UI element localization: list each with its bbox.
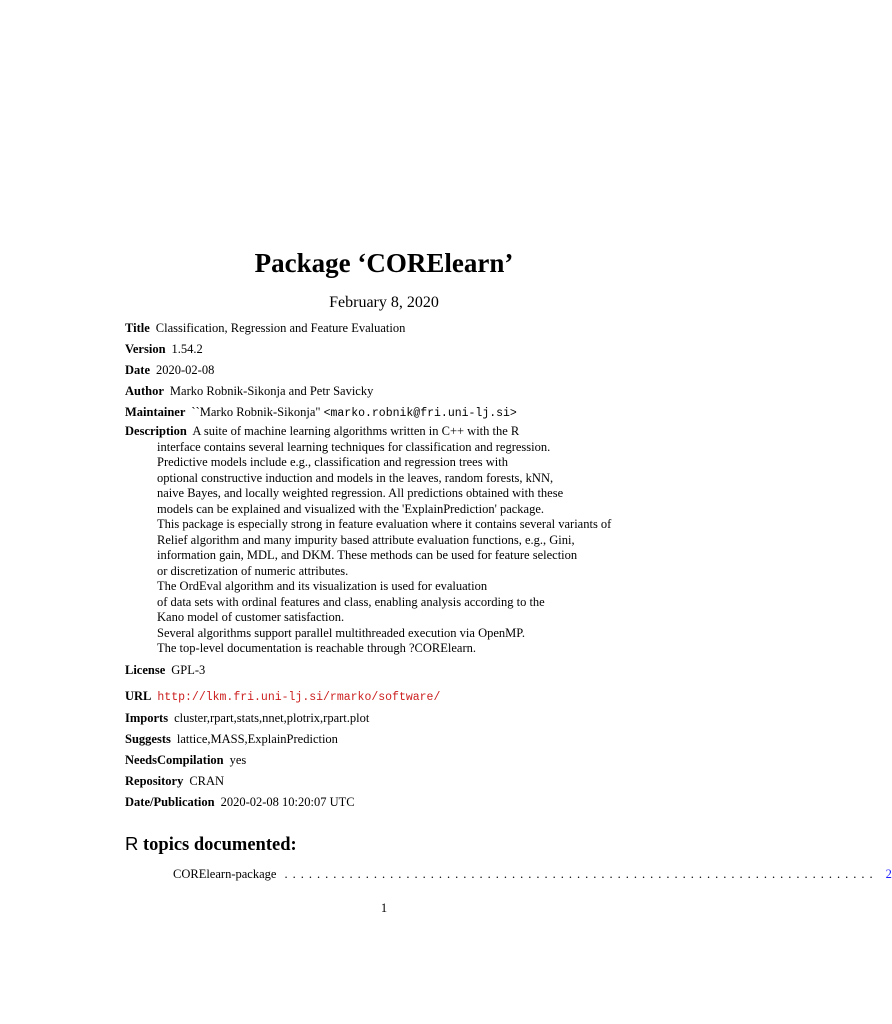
field-key: Suggests xyxy=(125,732,171,746)
field-key: NeedsCompilation xyxy=(125,753,224,767)
maintainer-email[interactable]: <marko.robnik@fri.uni-lj.si> xyxy=(323,407,517,420)
toc-entry[interactable] xyxy=(173,867,892,882)
description-line-first xyxy=(125,424,611,440)
field-value: GPL-3 xyxy=(171,663,206,677)
field-key: Imports xyxy=(125,711,169,725)
field-value: 1.54.2 xyxy=(171,342,203,356)
page-number: 1 xyxy=(380,901,388,915)
description-line: Predictive models include e.g., classification and regression trees with xyxy=(157,455,508,469)
toc-entry-page-link[interactable]: 2 xyxy=(885,867,892,881)
section-heading xyxy=(125,833,297,856)
field-key: Title xyxy=(125,321,150,335)
description-line: or discretization of numeric attributes. xyxy=(157,563,349,578)
field-repository xyxy=(125,773,224,789)
field-value: CRAN xyxy=(189,774,225,788)
field-imports xyxy=(125,710,369,726)
field-author xyxy=(125,383,373,399)
description-text: A suite of machine learning algorithms written in C++ with the R xyxy=(192,424,520,438)
field-key: Description xyxy=(125,424,187,438)
field-maintainer xyxy=(125,404,517,422)
field-value: yes xyxy=(229,753,247,767)
field-title xyxy=(125,320,405,336)
description-line: of data sets with ordinal features and class, enabling analysis according to the xyxy=(157,594,545,609)
field-key: Maintainer xyxy=(125,405,186,419)
field-value: 2020-02-08 10:20:07 UTC xyxy=(220,795,355,809)
description-line: The OrdEval algorithm and its visualization is used for evaluation xyxy=(157,579,488,593)
field-key: URL xyxy=(125,689,152,703)
maintainer-name: ``Marko Robnik-Sikonja" xyxy=(191,405,321,419)
toc-entry-label[interactable]: CORElearn-package xyxy=(173,867,277,881)
field-key: Repository xyxy=(125,774,184,788)
field-version xyxy=(125,341,203,357)
field-value: Classification, Regression and Feature Evaluation xyxy=(155,321,406,335)
description-line: The top-level documentation is reachable through ?CORElearn. xyxy=(157,641,476,655)
field-value: cluster,rpart,stats,nnet,plotrix,rpart.plot xyxy=(174,711,370,725)
field-needs-compilation xyxy=(125,752,246,768)
section-heading-text: topics documented: xyxy=(138,835,297,855)
description-line: Kano model of customer satisfaction. xyxy=(157,610,345,624)
toc-leader-dots: ......................................................................... xyxy=(284,867,878,881)
url-link[interactable]: http://lkm.fri.uni-lj.si/rmarko/software/ xyxy=(157,691,441,704)
field-description xyxy=(125,424,611,657)
field-value: lattice,MASS,ExplainPrediction xyxy=(176,732,338,746)
description-line: naive Bayes, and locally weighted regression. All predictions obtained with these xyxy=(157,486,564,500)
field-value: 2020-02-08 xyxy=(156,363,215,377)
field-key: License xyxy=(125,663,166,677)
description-line: models can be explained and visualized with the 'ExplainPrediction' package. xyxy=(157,501,545,516)
field-license xyxy=(125,662,205,678)
field-value: Marko Robnik-Sikonja and Petr Savicky xyxy=(169,384,374,398)
field-key: Author xyxy=(125,384,164,398)
description-line: interface contains several learning techniques for classification and regression. xyxy=(157,439,551,454)
description-line: This package is especially strong in feature evaluation where it contains several variants of xyxy=(157,517,612,531)
description-line: information gain, MDL, and DKM. These methods can be used for feature selection xyxy=(157,548,578,562)
r-logo-letter: R xyxy=(125,833,139,854)
field-date xyxy=(125,362,214,378)
field-suggests xyxy=(125,731,338,747)
field-url xyxy=(125,688,440,706)
description-line: Relief algorithm and many impurity based attribute evaluation functions, e.g., Gini, xyxy=(157,532,575,547)
description-line: Several algorithms support parallel multithreaded execution via OpenMP. xyxy=(157,625,525,640)
description-line: optional constructive induction and models in the leaves, random forests, kNN, xyxy=(157,470,554,485)
field-key: Version xyxy=(125,342,166,356)
field-key: Date xyxy=(125,363,150,377)
field-date-publication xyxy=(125,794,355,810)
field-key: Date/Publication xyxy=(125,795,215,809)
package-title: Package ‘CORElearn’ xyxy=(254,248,514,278)
package-date: February 8, 2020 xyxy=(329,294,439,311)
